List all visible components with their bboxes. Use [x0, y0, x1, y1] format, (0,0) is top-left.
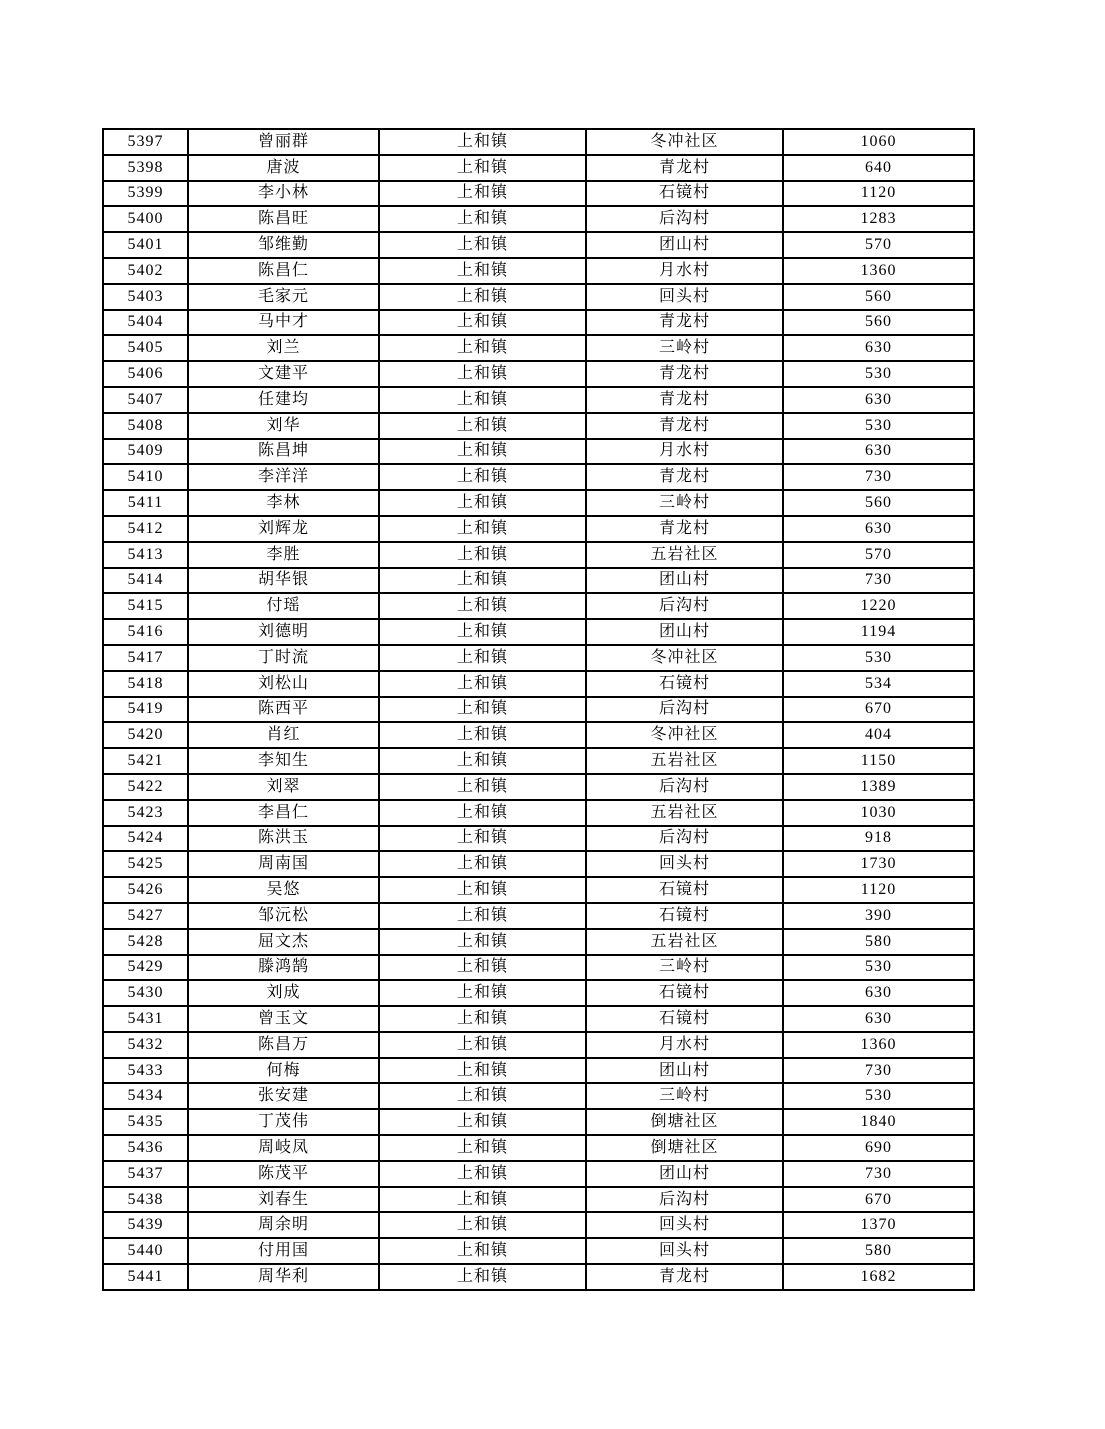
- table-row: [103, 955, 974, 981]
- cell-id: 5438: [103, 1187, 188, 1213]
- cell-amount: 570: [783, 542, 974, 568]
- cell-name: 李洋洋: [188, 464, 379, 490]
- cell-village: 三岭村: [586, 490, 783, 516]
- cell-amount: 530: [783, 361, 974, 387]
- table-row: [103, 129, 974, 155]
- cell-village: 青龙村: [586, 464, 783, 490]
- cell-id: 5401: [103, 232, 188, 258]
- cell-amount: 630: [783, 1006, 974, 1032]
- cell-town: 上和镇: [379, 877, 586, 903]
- cell-id: 5426: [103, 877, 188, 903]
- cell-amount: 1389: [783, 774, 974, 800]
- cell-amount: 1360: [783, 258, 974, 284]
- cell-village: 团山村: [586, 1161, 783, 1187]
- table-row: [103, 516, 974, 542]
- table-row: [103, 1212, 974, 1238]
- cell-amount: 1283: [783, 206, 974, 232]
- cell-town: 上和镇: [379, 980, 586, 1006]
- cell-village: 团山村: [586, 568, 783, 594]
- cell-name: 陈洪玉: [188, 826, 379, 852]
- cell-village: 回头村: [586, 284, 783, 310]
- cell-amount: 1194: [783, 619, 974, 645]
- table-row: [103, 774, 974, 800]
- cell-amount: 1360: [783, 1032, 974, 1058]
- cell-town: 上和镇: [379, 1161, 586, 1187]
- cell-amount: 560: [783, 490, 974, 516]
- table-row: [103, 980, 974, 1006]
- cell-id: 5402: [103, 258, 188, 284]
- cell-amount: 530: [783, 1083, 974, 1109]
- cell-amount: 730: [783, 1161, 974, 1187]
- cell-town: 上和镇: [379, 1212, 586, 1238]
- cell-amount: 1120: [783, 181, 974, 207]
- table-row: [103, 464, 974, 490]
- cell-name: 刘华: [188, 413, 379, 439]
- cell-name: 曾丽群: [188, 129, 379, 155]
- cell-id: 5441: [103, 1264, 188, 1290]
- cell-amount: 570: [783, 232, 974, 258]
- cell-village: 青龙村: [586, 361, 783, 387]
- cell-name: 刘松山: [188, 671, 379, 697]
- cell-name: 曾玉文: [188, 1006, 379, 1032]
- cell-id: 5406: [103, 361, 188, 387]
- cell-village: 青龙村: [586, 387, 783, 413]
- cell-name: 何梅: [188, 1058, 379, 1084]
- cell-town: 上和镇: [379, 1187, 586, 1213]
- cell-village: 后沟村: [586, 774, 783, 800]
- cell-amount: 530: [783, 413, 974, 439]
- cell-name: 丁时流: [188, 645, 379, 671]
- cell-town: 上和镇: [379, 826, 586, 852]
- table-row: [103, 181, 974, 207]
- cell-village: 石镜村: [586, 903, 783, 929]
- cell-village: 冬冲社区: [586, 645, 783, 671]
- cell-village: 月水村: [586, 258, 783, 284]
- cell-amount: 534: [783, 671, 974, 697]
- cell-id: 5414: [103, 568, 188, 594]
- cell-name: 陈西平: [188, 697, 379, 723]
- cell-name: 陈昌坤: [188, 439, 379, 465]
- table-row: [103, 593, 974, 619]
- table-row: [103, 748, 974, 774]
- cell-id: 5403: [103, 284, 188, 310]
- cell-village: 后沟村: [586, 206, 783, 232]
- cell-village: 后沟村: [586, 826, 783, 852]
- table-row: [103, 903, 974, 929]
- cell-town: 上和镇: [379, 542, 586, 568]
- cell-village: 冬冲社区: [586, 129, 783, 155]
- table-row: [103, 284, 974, 310]
- cell-name: 张安建: [188, 1083, 379, 1109]
- cell-amount: 670: [783, 697, 974, 723]
- cell-id: 5400: [103, 206, 188, 232]
- cell-id: 5421: [103, 748, 188, 774]
- cell-village: 青龙村: [586, 516, 783, 542]
- cell-town: 上和镇: [379, 722, 586, 748]
- cell-name: 陈茂平: [188, 1161, 379, 1187]
- cell-id: 5419: [103, 697, 188, 723]
- cell-name: 文建平: [188, 361, 379, 387]
- table-row: [103, 1135, 974, 1161]
- cell-name: 李林: [188, 490, 379, 516]
- cell-name: 刘德明: [188, 619, 379, 645]
- cell-id: 5431: [103, 1006, 188, 1032]
- cell-town: 上和镇: [379, 335, 586, 361]
- cell-name: 刘翠: [188, 774, 379, 800]
- cell-name: 李小林: [188, 181, 379, 207]
- cell-amount: 730: [783, 464, 974, 490]
- cell-town: 上和镇: [379, 929, 586, 955]
- cell-town: 上和镇: [379, 1135, 586, 1161]
- cell-village: 石镜村: [586, 980, 783, 1006]
- cell-id: 5437: [103, 1161, 188, 1187]
- cell-amount: 630: [783, 516, 974, 542]
- cell-name: 刘兰: [188, 335, 379, 361]
- cell-name: 陈昌万: [188, 1032, 379, 1058]
- cell-town: 上和镇: [379, 1058, 586, 1084]
- cell-village: 回头村: [586, 1238, 783, 1264]
- cell-town: 上和镇: [379, 387, 586, 413]
- cell-id: 5428: [103, 929, 188, 955]
- cell-town: 上和镇: [379, 413, 586, 439]
- cell-name: 邹沅松: [188, 903, 379, 929]
- cell-village: 后沟村: [586, 593, 783, 619]
- table-row: [103, 619, 974, 645]
- cell-village: 五岩社区: [586, 929, 783, 955]
- cell-village: 青龙村: [586, 155, 783, 181]
- cell-id: 5407: [103, 387, 188, 413]
- cell-village: 五岩社区: [586, 800, 783, 826]
- records-table: [102, 128, 975, 1291]
- cell-town: 上和镇: [379, 361, 586, 387]
- table-row: [103, 232, 974, 258]
- cell-amount: 560: [783, 284, 974, 310]
- cell-id: 5399: [103, 181, 188, 207]
- cell-town: 上和镇: [379, 206, 586, 232]
- table-row: [103, 387, 974, 413]
- cell-town: 上和镇: [379, 1032, 586, 1058]
- table-row: [103, 439, 974, 465]
- table-row: [103, 1238, 974, 1264]
- cell-name: 刘辉龙: [188, 516, 379, 542]
- cell-name: 周南国: [188, 851, 379, 877]
- cell-id: 5405: [103, 335, 188, 361]
- cell-town: 上和镇: [379, 129, 586, 155]
- cell-name: 陈昌旺: [188, 206, 379, 232]
- cell-town: 上和镇: [379, 490, 586, 516]
- table-row: [103, 1006, 974, 1032]
- cell-town: 上和镇: [379, 1109, 586, 1135]
- cell-id: 5424: [103, 826, 188, 852]
- cell-town: 上和镇: [379, 800, 586, 826]
- cell-name: 李昌仁: [188, 800, 379, 826]
- cell-town: 上和镇: [379, 284, 586, 310]
- cell-town: 上和镇: [379, 1264, 586, 1290]
- cell-village: 五岩社区: [586, 542, 783, 568]
- cell-village: 团山村: [586, 232, 783, 258]
- cell-id: 5398: [103, 155, 188, 181]
- cell-town: 上和镇: [379, 181, 586, 207]
- cell-village: 倒塘社区: [586, 1135, 783, 1161]
- cell-town: 上和镇: [379, 516, 586, 542]
- cell-amount: 918: [783, 826, 974, 852]
- cell-town: 上和镇: [379, 748, 586, 774]
- cell-amount: 670: [783, 1187, 974, 1213]
- cell-town: 上和镇: [379, 155, 586, 181]
- cell-town: 上和镇: [379, 903, 586, 929]
- cell-name: 周余明: [188, 1212, 379, 1238]
- cell-id: 5439: [103, 1212, 188, 1238]
- cell-id: 5412: [103, 516, 188, 542]
- cell-amount: 630: [783, 335, 974, 361]
- cell-village: 月水村: [586, 439, 783, 465]
- cell-village: 回头村: [586, 851, 783, 877]
- cell-amount: 1150: [783, 748, 974, 774]
- table-row: [103, 929, 974, 955]
- cell-id: 5415: [103, 593, 188, 619]
- cell-amount: 390: [783, 903, 974, 929]
- cell-id: 5440: [103, 1238, 188, 1264]
- cell-amount: 404: [783, 722, 974, 748]
- cell-amount: 560: [783, 310, 974, 336]
- table-row: [103, 542, 974, 568]
- cell-name: 付用国: [188, 1238, 379, 1264]
- cell-village: 后沟村: [586, 697, 783, 723]
- cell-village: 月水村: [586, 1032, 783, 1058]
- table-row: [103, 697, 974, 723]
- table-row: [103, 310, 974, 336]
- cell-id: 5434: [103, 1083, 188, 1109]
- cell-town: 上和镇: [379, 464, 586, 490]
- cell-id: 5433: [103, 1058, 188, 1084]
- table-row: [103, 361, 974, 387]
- cell-amount: 530: [783, 955, 974, 981]
- cell-id: 5435: [103, 1109, 188, 1135]
- table-row: [103, 877, 974, 903]
- cell-name: 周岐凤: [188, 1135, 379, 1161]
- table-row: [103, 671, 974, 697]
- table-row: [103, 258, 974, 284]
- cell-id: 5429: [103, 955, 188, 981]
- cell-name: 任建均: [188, 387, 379, 413]
- cell-amount: 1120: [783, 877, 974, 903]
- cell-village: 石镜村: [586, 877, 783, 903]
- cell-id: 5413: [103, 542, 188, 568]
- cell-village: 青龙村: [586, 413, 783, 439]
- cell-id: 5417: [103, 645, 188, 671]
- cell-amount: 690: [783, 1135, 974, 1161]
- table-row: [103, 1161, 974, 1187]
- cell-town: 上和镇: [379, 851, 586, 877]
- cell-id: 5410: [103, 464, 188, 490]
- table-row: [103, 1109, 974, 1135]
- table-row: [103, 155, 974, 181]
- table-row: [103, 800, 974, 826]
- table-row: [103, 722, 974, 748]
- cell-village: 团山村: [586, 619, 783, 645]
- cell-amount: 1682: [783, 1264, 974, 1290]
- table-row: [103, 568, 974, 594]
- cell-name: 陈昌仁: [188, 258, 379, 284]
- table-row: [103, 1032, 974, 1058]
- cell-name: 肖红: [188, 722, 379, 748]
- cell-amount: 730: [783, 1058, 974, 1084]
- cell-name: 唐波: [188, 155, 379, 181]
- cell-name: 屈文杰: [188, 929, 379, 955]
- table-row: [103, 1187, 974, 1213]
- cell-village: 石镜村: [586, 1006, 783, 1032]
- cell-id: 5418: [103, 671, 188, 697]
- cell-amount: 530: [783, 645, 974, 671]
- cell-id: 5416: [103, 619, 188, 645]
- cell-town: 上和镇: [379, 645, 586, 671]
- cell-town: 上和镇: [379, 1083, 586, 1109]
- table-row: [103, 645, 974, 671]
- table-row: [103, 413, 974, 439]
- cell-id: 5420: [103, 722, 188, 748]
- cell-amount: 630: [783, 387, 974, 413]
- cell-amount: 1060: [783, 129, 974, 155]
- cell-amount: 630: [783, 980, 974, 1006]
- cell-village: 青龙村: [586, 310, 783, 336]
- table-row: [103, 1264, 974, 1290]
- cell-town: 上和镇: [379, 955, 586, 981]
- cell-village: 倒塘社区: [586, 1109, 783, 1135]
- cell-town: 上和镇: [379, 697, 586, 723]
- cell-name: 李胜: [188, 542, 379, 568]
- cell-town: 上和镇: [379, 258, 586, 284]
- cell-name: 刘成: [188, 980, 379, 1006]
- cell-amount: 1840: [783, 1109, 974, 1135]
- cell-id: 5422: [103, 774, 188, 800]
- cell-village: 青龙村: [586, 1264, 783, 1290]
- cell-id: 5409: [103, 439, 188, 465]
- cell-town: 上和镇: [379, 593, 586, 619]
- cell-town: 上和镇: [379, 671, 586, 697]
- cell-name: 丁茂伟: [188, 1109, 379, 1135]
- cell-id: 5397: [103, 129, 188, 155]
- records-table-body: [103, 129, 974, 1290]
- cell-village: 回头村: [586, 1212, 783, 1238]
- cell-town: 上和镇: [379, 310, 586, 336]
- cell-town: 上和镇: [379, 1006, 586, 1032]
- table-row: [103, 1058, 974, 1084]
- cell-village: 三岭村: [586, 335, 783, 361]
- cell-id: 5411: [103, 490, 188, 516]
- cell-town: 上和镇: [379, 774, 586, 800]
- cell-id: 5425: [103, 851, 188, 877]
- cell-amount: 730: [783, 568, 974, 594]
- cell-name: 付瑶: [188, 593, 379, 619]
- cell-village: 后沟村: [586, 1187, 783, 1213]
- cell-town: 上和镇: [379, 232, 586, 258]
- cell-village: 三岭村: [586, 955, 783, 981]
- cell-town: 上和镇: [379, 568, 586, 594]
- cell-name: 刘春生: [188, 1187, 379, 1213]
- cell-id: 5427: [103, 903, 188, 929]
- cell-id: 5432: [103, 1032, 188, 1058]
- table-row: [103, 1083, 974, 1109]
- cell-town: 上和镇: [379, 439, 586, 465]
- cell-name: 胡华银: [188, 568, 379, 594]
- table-row: [103, 490, 974, 516]
- cell-name: 滕鸿鹄: [188, 955, 379, 981]
- cell-name: 邹维勤: [188, 232, 379, 258]
- table-row: [103, 851, 974, 877]
- cell-amount: 630: [783, 439, 974, 465]
- cell-amount: 1030: [783, 800, 974, 826]
- cell-amount: 580: [783, 929, 974, 955]
- cell-name: 周华利: [188, 1264, 379, 1290]
- cell-village: 五岩社区: [586, 748, 783, 774]
- cell-village: 石镜村: [586, 671, 783, 697]
- cell-name: 李知生: [188, 748, 379, 774]
- cell-id: 5408: [103, 413, 188, 439]
- cell-village: 团山村: [586, 1058, 783, 1084]
- cell-id: 5404: [103, 310, 188, 336]
- cell-village: 三岭村: [586, 1083, 783, 1109]
- cell-id: 5436: [103, 1135, 188, 1161]
- cell-name: 毛家元: [188, 284, 379, 310]
- cell-name: 吴悠: [188, 877, 379, 903]
- cell-id: 5430: [103, 980, 188, 1006]
- cell-town: 上和镇: [379, 619, 586, 645]
- cell-town: 上和镇: [379, 1238, 586, 1264]
- cell-amount: 1370: [783, 1212, 974, 1238]
- cell-amount: 640: [783, 155, 974, 181]
- cell-amount: 1220: [783, 593, 974, 619]
- table-row: [103, 206, 974, 232]
- table-row: [103, 826, 974, 852]
- table-row: [103, 335, 974, 361]
- cell-id: 5423: [103, 800, 188, 826]
- cell-village: 石镜村: [586, 181, 783, 207]
- cell-name: 马中才: [188, 310, 379, 336]
- cell-amount: 580: [783, 1238, 974, 1264]
- cell-village: 冬冲社区: [586, 722, 783, 748]
- cell-amount: 1730: [783, 851, 974, 877]
